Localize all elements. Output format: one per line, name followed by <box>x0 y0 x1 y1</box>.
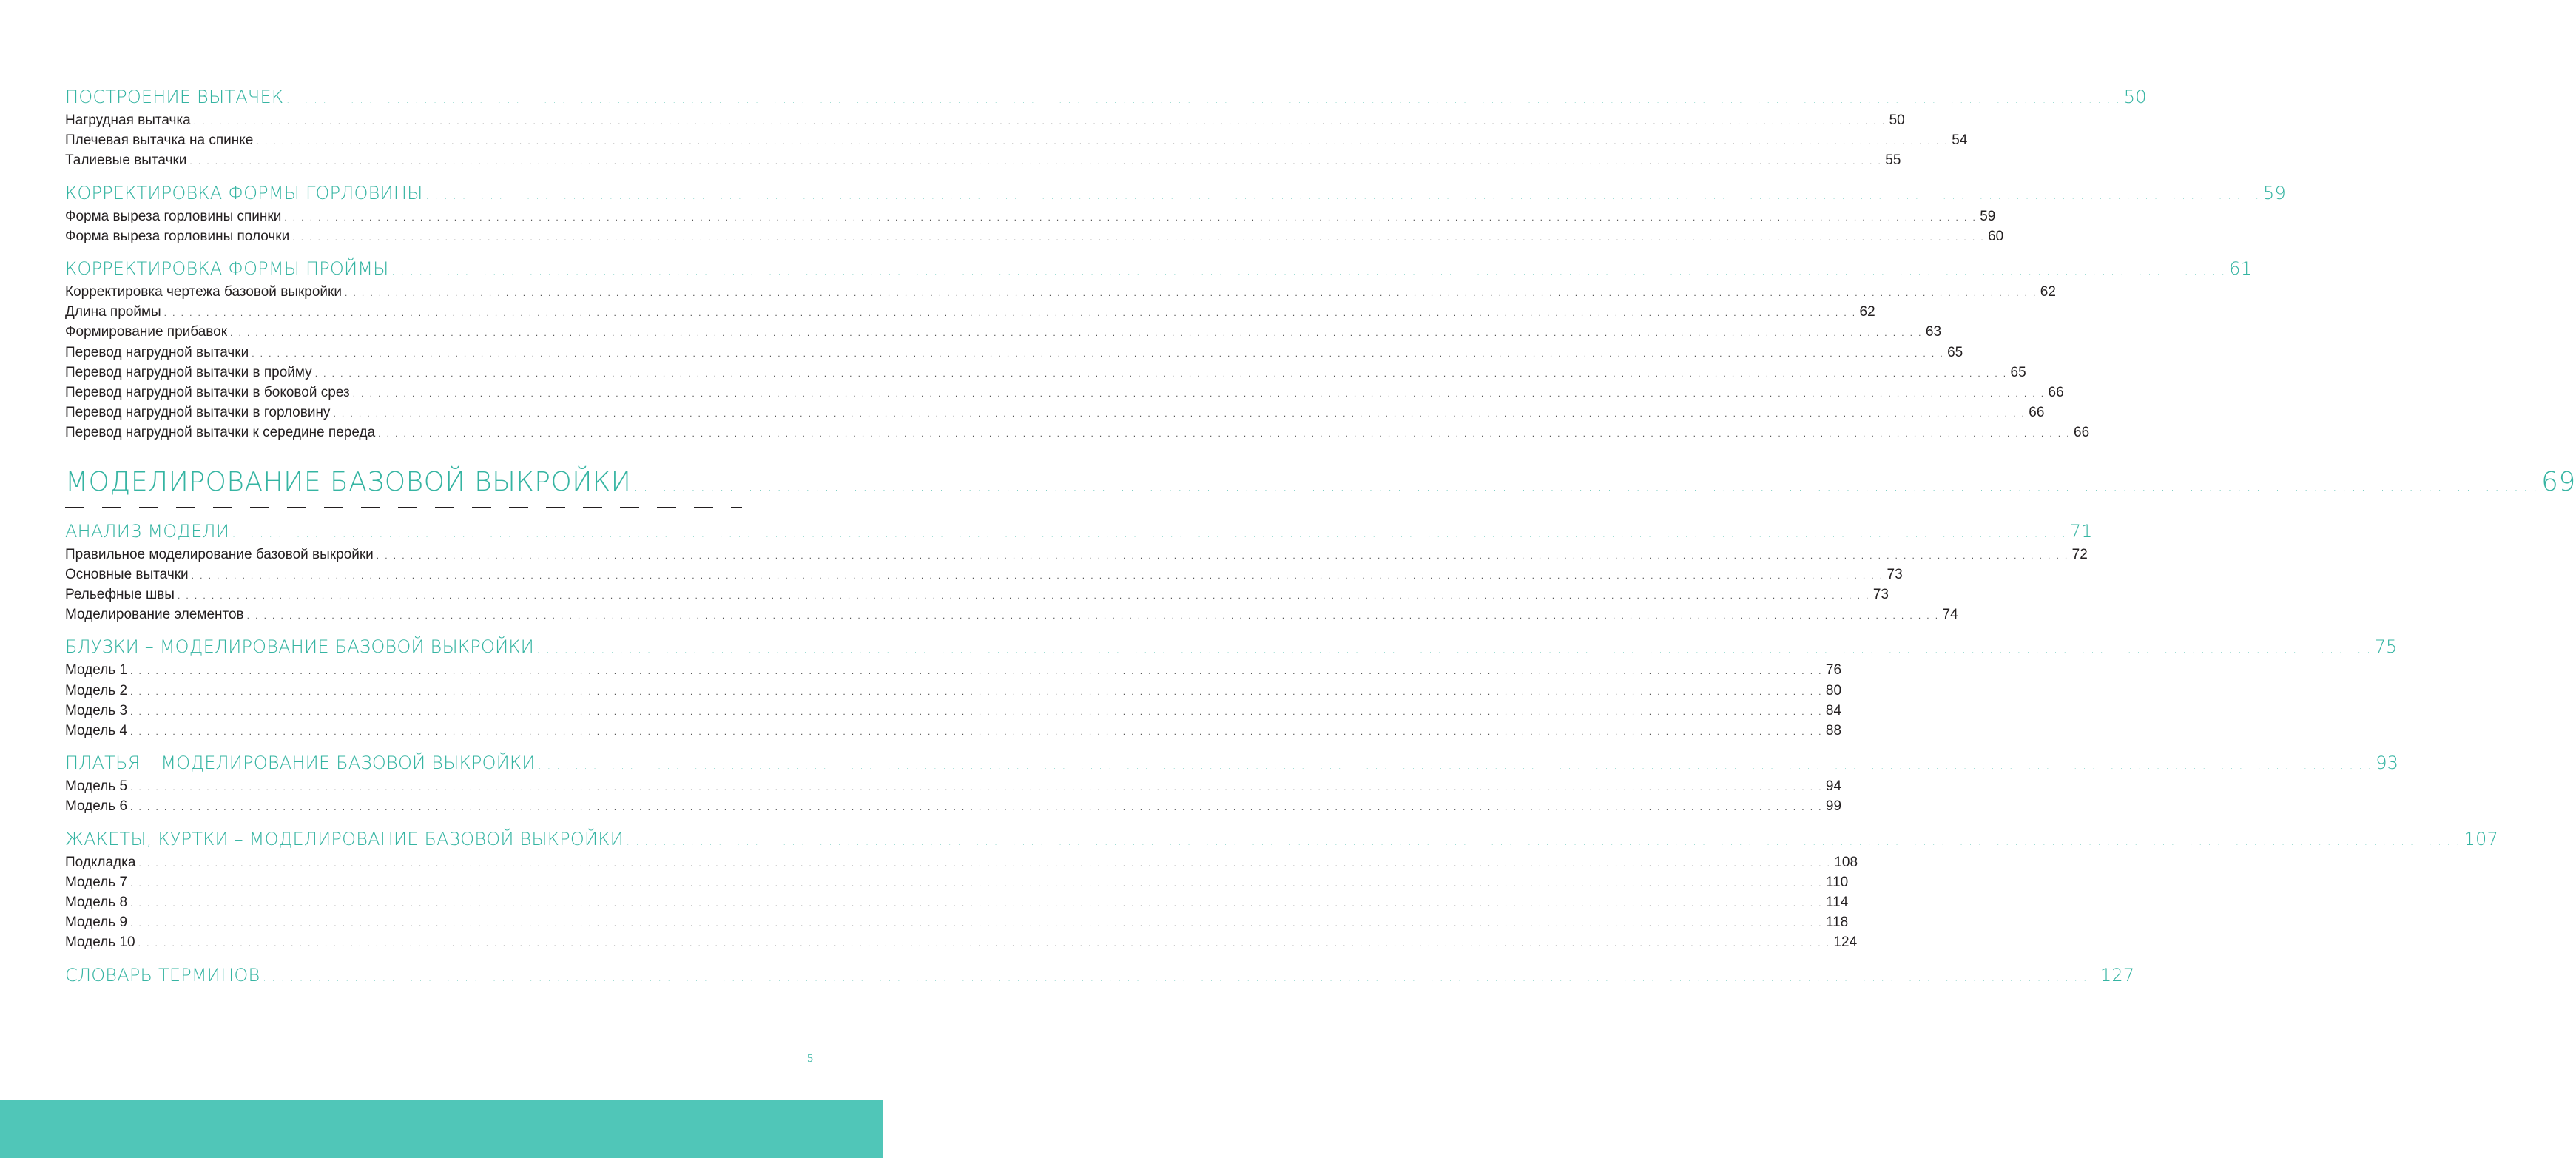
toc-section[interactable] <box>65 964 2135 989</box>
toc-entry-title: Модель 7 <box>65 874 128 890</box>
toc-entry[interactable] <box>65 207 1996 227</box>
toc-entry-page: 84 <box>1825 702 1842 718</box>
toc-entry-page: 88 <box>1825 723 1842 739</box>
toc-entry-title: Подкладка <box>65 854 136 870</box>
dot-leader: . . . . . . . . . . . . . . . . . . . . . . . . . . . . . . . . . . . . . . . . . . . . . . . . . . . . . . . . . . . . . . . . . . . . . . . . . . . . . . . . . . . . . . . . . . . . . . . . . . . . . . . . . . . . . . . . . . . . . . . . . . . . . . . . . . . . . . . . . . . . . . . . . . . . . . . . . . . . . . . . . . . . . . . . . . . . . . . . . . . . . . . . . . . . . . . . . . . . . . . . <box>391 266 2227 277</box>
toc-entry-page: 93 <box>2376 753 2399 774</box>
dot-leader: . . . . . . . . . . . . . . . . . . . . . . . . . . . . . . . . . . . . . . . . . . . . . . . . . . . . . . . . . . . . . . . . . . . . . . . . . . . . . . . . . . . . . . . . . . . . . . . . . . . . . . . . . . . . . . . . . . . . . . . . . . . . . . . . . . . . . . . . . . . . . . . . . . . . . . . . . . . . . . . . . . . . . . . . . . . . . . . . . . . . . . . . . . . . . . . . . . . . . . . . <box>130 898 1823 909</box>
toc-entry-page: 61 <box>2229 258 2253 280</box>
dot-leader: . . . . . . . . . . . . . . . . . . . . . . . . . . . . . . . . . . . . . . . . . . . . . . . . . . . . . . . . . . . . . . . . . . . . . . . . . . . . . . . . . . . . . . . . . . . . . . . . . . . . . . . . . . . . . . . . . . . . . . . . . . . . . . . . . . . . . . . . . . . . . . . . . . . . . . . . . . . . . . . . . . . . . . . . . . . . . . . . . . . . . . . . . . . . . . . . . . . . . . . . <box>130 706 1823 717</box>
toc-section[interactable] <box>65 257 2253 283</box>
dot-leader: . . . . . . . . . . . . . . . . . . . . . . . . . . . . . . . . . . . . . . . . . . . . . . . . . . . . . . . . . . . . . . . . . . . . . . . . . . . . . . . . . . . . . . . . . . . . . . . . . . . . . . . . . . . . . . . . . . . . . . . . . . . . . . . . . . . . . . . . . . . . . . . . . . . . . . . . . . . . . . . . . . . . . . . . . . . . . . . . . . . . . . . . . . . . . . . . . . . . . . . . <box>232 528 2067 539</box>
toc-entry-title: Модель 5 <box>65 778 128 795</box>
toc-entry-page: 54 <box>1952 132 1968 149</box>
toc-entry-page: 65 <box>2010 364 2026 380</box>
dot-leader: . . . . . . . . . . . . . . . . . . . . . . . . . . . . . . . . . . . . . . . . . . . . . . . . . . . . . . . . . . . . . . . . . . . . . . . . . . . . . . . . . . . . . . . . . . . . . . . . . . . . . . . . . . . . . . . . . . . . . . . . . . . . . . . . . . . . . . . . . . . . . . . . . . . . . . . . . . . . . . . . . . . . . . . . . . . . . . . . . . . . . . . . . . . . . . . . . . . . . . . . <box>292 232 1986 243</box>
toc-entry-title: Форма выреза горловины полочки <box>65 228 290 244</box>
toc-section[interactable] <box>65 520 2093 545</box>
toc-entry[interactable] <box>65 873 1849 893</box>
toc-entry[interactable] <box>65 363 2026 383</box>
toc-section[interactable] <box>65 182 2286 207</box>
toc-entry-title: Рельефные швы <box>65 587 175 603</box>
toc-entry-title: МОДЕЛИРОВАНИЕ БАЗОВОЙ ВЫКРОЙКИ <box>65 466 632 497</box>
toc-entry[interactable] <box>65 797 1842 817</box>
toc-entry-page: 110 <box>1825 874 1849 890</box>
toc-entry-page: 55 <box>1885 152 1901 169</box>
dot-leader: . . . . . . . . . . . . . . . . . . . . . . . . . . . . . . . . . . . . . . . . . . . . . . . . . . . . . . . . . . . . . . . . . . . . . . . . . . . . . . . . . . . . . . . . . . . . . . . . . . . . . . . . . . . . . . . . . . . . . . . . . . . . . . . . . . . . . . . . . . . . . . . . . . . . . . . . . . . . . . . . . . . . . . . . . . . . . . . . . . . . . . . . . . . . . . . . . . . . . . . . <box>246 610 1940 622</box>
dot-leader: . . . . . . . . . . . . . . . . . . . . . . . . . . . . . . . . . . . . . . . . . . . . . . . . . . . . . . . . . . . . . . . . . . . . . . . . . . . . . . . . . . . . . . . . . . . . . . . . . . . . . . . . . . . . . . . . . . . . . . . . . . . . . . . . . . . . . . . . . . . . . . . . . . . . . . . . . . . . . . . . . . . . . . . . . . . . . . . . . . . . . . . . . . . . . . . . . . . . . . . . <box>130 666 1823 677</box>
toc-entry-page: 74 <box>1942 607 1958 623</box>
toc-entry-title: Перевод нагрудной вытачки в пройму <box>65 364 312 380</box>
dot-leader: . . . . . . . . . . . . . . . . . . . . . . . . . . . . . . . . . . . . . . . . . . . . . . . . . . . . . . . . . . . . . . . . . . . . . . . . . . . . . . . . . . . . . . . . . . . . . . . . . . . . . . . . . . . . . . . . . . . . . . . . . . . . . . . . . . . . . . . . . . . . . . . . . . . . . . . . . . . . . . . . . . . . . . . . . . . . . . . . . . . . . . . . . . . . . . . . . . . . . . . . <box>130 802 1823 813</box>
toc-chapter[interactable] <box>65 466 2576 504</box>
toc-section[interactable] <box>65 86 2147 111</box>
toc-entry-page: 50 <box>1889 112 1905 128</box>
dot-leader: . . . . . . . . . . . . . . . . . . . . . . . . . . . . . . . . . . . . . . . . . . . . . . . . . . . . . . . . . . . . . . . . . . . . . . . . . . . . . . . . . . . . . . . . . . . . . . . . . . . . . . . . . . . . . . . . . . . . . . . . . . . . . . . . . . . . . . . . . . . . . . . . . . . . . . . . . . . . . . . . . . . . . . . . . . . . . . . . . . . . . . . . . . . . . . . . . . . . . . . . <box>138 938 1831 949</box>
toc-entry-title: Модель 3 <box>65 702 128 718</box>
toc-entry[interactable] <box>65 151 1901 171</box>
footer-band <box>0 1100 883 1158</box>
dot-leader: . . . . . . . . . . . . . . . . . . . . . . . . . . . . . . . . . . . . . . . . . . . . . . . . . . . . . . . . . . . . . . . . . . . . . . . . . . . . . . . . . . . . . . . . . . . . . . . . . . . . . . . . . . . . . . . . . . . . . . . . . . . . . . . . . . . . . . . . . . . . . . . . . . . . . . . . . . . . . . . . . . . . . . . . . . . . . . . . . . . . . . . . . . . . . . . . . . . . . . . . <box>138 858 1832 869</box>
toc-entry[interactable] <box>65 343 1963 363</box>
toc-entry-page: 124 <box>1833 935 1858 951</box>
dot-leader: . . . . . . . . . . . . . . . . . . . . . . . . . . . . . . . . . . . . . . . . . . . . . . . . . . . . . . . . . . . . . . . . . . . . . . . . . . . . . . . . . . . . . . . . . . . . . . . . . . . . . . . . . . . . . . . . . . . . . . . . . . . . . . . . . . . . . . . . . . . . . . . . . . . . . . . . . . . . . . . . . . . . . . . . . . . . . . . . . . . . . . . . . . . . . . . . . . . . . . . . <box>163 308 1857 319</box>
toc-entry-page: 127 <box>2100 964 2135 986</box>
toc-entry[interactable] <box>65 383 2064 403</box>
toc-section[interactable] <box>65 828 2498 853</box>
dot-leader: . . . . . . . . . . . . . . . . . . . . . . . . . . . . . . . . . . . . . . . . . . . . . . . . . . . . . . . . . . . . . . . . . . . . . . . . . . . . . . . . . . . . . . . . . . . . . . . . . . . . . . . . . . . . . . . . . . . . . . . . . . . . . . . . . . . . . . . . . . . . . . . . . . . . . . . . . . . . . . . . . . . . . . . . . . . . . . . . . . . . . . . . . . . . . . . . . . . . . . . . <box>177 590 1870 602</box>
toc-entry-title: Модель 9 <box>65 915 128 931</box>
dot-leader: . . . . . . . . . . . . . . . . . . . . . . . . . . . . . . . . . . . . . . . . . . . . . . . . . . . . . . . . . . . . . . . . . . . . . . . . . . . . . . . . . . . . . . . . . . . . . . . . . . . . . . . . . . . . . . . . . . . . . . . . . . . . . . . . . . . . . . . . . . . . . . . . . . . . . . . . . . . . . . . . . . . . . . . . . . . . . . . . . . . . . . . . . . . . . . . . . . . . . . . . <box>626 836 2461 847</box>
toc-entry-page: 71 <box>2069 520 2093 542</box>
toc-entry[interactable] <box>65 111 1905 131</box>
toc-entry-page: 66 <box>2048 385 2064 401</box>
toc-entry-page: 59 <box>1980 208 1996 224</box>
toc-entry-title: Формирование прибавок <box>65 324 228 340</box>
dot-leader: . . . . . . . . . . . . . . . . . . . . . . . . . . . . . . . . . . . . . . . . . . . . . . . . . . . . . . . . . . . . . . . . . . . . . . . . . . . . . . . . . . . . . . . . . . . . . . . . . . . . . . . . . . . . . . . . . . . . . . . . . . . . . . . . . . . . . . . . . . . . . . . . . . . . . . . . . . . . . . . . . . . . . . . . . . . . . . . . . . . . . . . . . . . . . . . . . . . . . . . . <box>376 550 2069 561</box>
toc-entry-page: 66 <box>2074 425 2090 441</box>
dot-leader: . . . . . . . . . . . . . . . . . . . . . . . . . . . . . . . . . . . . . . . . . . . . . . . . . . . . . . . . . . . . . . . . . . . . . . . . . . . . . . . . . . . . . . . . . . . . . . . . . . . . . . . . . . . . . . . . . . . . . . . . . . . . . . . . . . . . . . . . . . . . . . . . . . . . . . . . . . . . . . . . . . . . . . . . . . . . . . . . . . . . . . . . . . . . . . . . . . . . . . . . <box>333 408 2026 420</box>
toc-entry-page: 73 <box>1872 587 1889 603</box>
toc-entry-title: Форма выреза горловины спинки <box>65 208 282 224</box>
dot-leader: . . . . . . . . . . . . . . . . . . . . . . . . . . . . . . . . . . . . . . . . . . . . . . . . . . . . . . . . . . . . . . . . . . . . . . . . . . . . . . . . . . . . . . . . . . . . . . . . . . . . . . . . . . . . . . . . . . . . . . . . . . . . . . . . . . . . . . . . . . . . . . . . . . . . . . . . . . . . . . . . . . . . . . . . . . . . . . . . . . . . . . . . . . . . . . . . . . . . . . . . <box>378 428 2071 440</box>
toc-entry-title: СЛОВАРЬ ТЕРМИНОВ <box>65 964 260 986</box>
toc-entry-title: ПОСТРОЕНИЕ ВЫТАЧЕК <box>65 87 284 107</box>
toc-entry[interactable] <box>65 893 1849 913</box>
dot-leader: . . . . . . . . . . . . . . . . . . . . . . . . . . . . . . . . . . . . . . . . . . . . . . . . . . . . . . . . . . . . . . . . . . . . . . . . . . . . . . . . . . . . . . . . . . . . . . . . . . . . . . . . . . . . . . . . . . . . . . . . . . . . . . . . . . . . . . . . . . . . . . . . . . . . . . . . . . . . . . . . . . . . . . . . . . . . . . . . . . . . . . . . . . . . . . . . . . . . . . . . <box>130 727 1823 738</box>
dot-leader: . . . . . . . . . . . . . . . . . . . . . . . . . . . . . . . . . . . . . . . . . . . . . . . . . . . . . . . . . . . . . . . . . . . . . . . . . . . . . . . . . . . . . . . . . . . . . . . . . . . . . . . . . . . . . . . . . . . . . . . . . . . . . . . . . . . . . . . . . . . . . . . . . . . . . . . . . . . . . . . . . . . . . . . . . . . . . . . . . . . . . . . . . . . . . . . . . . . . . . . . <box>284 212 1977 223</box>
toc-entry[interactable] <box>65 303 1875 323</box>
dot-leader: . . . . . . . . . . . . . . . . . . . . . . . . . . . . . . . . . . . . . . . . . . . . . . . . . . . . . . . . . . . . . . . . . . . . . . . . . . . . . . . . . . . . . . . . . . . . . . . . . . . . . . . . . . . . . . . . . . . . . . . . . . . . . . . . . . . . . . . . . . . . . . . . . . . . . . . . . . . . . . . . . . . . . . . . . . . . . . . . . . . . . . . . . . . . . . . . . . . . . . . . <box>425 190 2261 201</box>
toc-entry[interactable] <box>65 283 2056 303</box>
toc-entry[interactable] <box>65 661 1842 681</box>
dot-leader: . . . . . . . . . . . . . . . . . . . . . . . . . . . . . . . . . . . . . . . . . . . . . . . . . . . . . . . . . . . . . . . . . . . . . . . . . . . . . . . . . . . . . . . . . . . . . . . . . . . . . . . . . . . . . . . . . . . . . . . . . . . . . . . . . . . . . . . . . . . . . . . . . . . . . . . . . . . . . . . . . . . . . . . . . . . . . . . . . . . . . . . . . . . . . . . . . . . . . . . . <box>189 156 1883 167</box>
dot-leader: . . . . . . . . . . . . . . . . . . . . . . . . . . . . . . . . . . . . . . . . . . . . . . . . . . . . . . . . . . . . . . . . . . . . . . . . . . . . . . . . . . . . . . . . . . . . . . . . . . . . . . . . . . . . . . . . . . . . . . . . . . . . . . . . . . . . . . . . . . . . . . . . . . . . . . . . . . . . . . . . . . . . . . . . . . . . . . . . . . . . . . . . . . . . . . . . . . . . . . . . <box>130 878 1823 889</box>
toc-entry-title: ЖАКЕТЫ, КУРТКИ – МОДЕЛИРОВАНИЕ БАЗОВОЙ ВЫКРОЙКИ <box>65 828 624 849</box>
toc-entry[interactable] <box>65 605 1958 625</box>
toc-entry-page: 60 <box>1988 228 2004 244</box>
dot-leader: . . . . . . . . . . . . . . . . . . . . . . . . . . . . . . . . . . . . . . . . . . . . . . . . . . . . . . . . . . . . . . . . . . . . . . . . . . . . . . . . . . . . . . . . . . . . . . . . . . . . . . . . . . . . . . . . . . . . . . . . . . . . . . . . . . . . . . . . . . . . . . . . . . . . . . . . . . . . . . . . . . . . . . . . . . . . . . . . . . . . . . . . . . . . . . . . . . . . . . . . <box>263 972 2097 983</box>
toc-entry-page: 114 <box>1825 895 1849 911</box>
dot-leader: . . . . . . . . . . . . . . . . . . . . . . . . . . . . . . . . . . . . . . . . . . . . . . . . . . . . . . . . . . . . . . . . . . . . . . . . . . . . . . . . . . . . . . . . . . . . . . . . . . . . . . . . . . . . . . . . . . . . . . . . . . . . . . . . . . . . . . . . . . . . . . . . . . . . . . . . . . . . . . . . . . . . . . . . . . . . . . . . . . . . . . . . . . . . . . . . . . . . . . . . <box>537 644 2372 656</box>
toc-entry-page: 73 <box>1887 566 1903 582</box>
toc-entry[interactable] <box>65 403 2045 423</box>
toc-entry[interactable] <box>65 323 1942 343</box>
toc-entry-title: Перевод нагрудной вытачки <box>65 344 249 360</box>
toc-section[interactable] <box>65 752 2399 777</box>
toc-entry[interactable] <box>65 585 1889 605</box>
toc-entry-page: 62 <box>1859 304 1875 320</box>
dot-leader: . . . . . . . . . . . . . . . . . . . . . . . . . . . . . . . . . . . . . . . . . . . . . . . . . . . . . . . . . . . . . . . . . . . . . . . . . . . . . . . . . . . . . . . . . . . . . . . . . . . . . . . . . . . . . . . . . . . . . . . . . . . . . . . . . . . . . . . . . . . . . . . . . . . . . . . . . . . . . . . . . . . . . . . . . . . . . . . . . . . . . . . . . . . . . . . . . . . . . . . . <box>314 368 2008 379</box>
dot-leader: . . . . . . . . . . . . . . . . . . . . . . . . . . . . . . . . . . . . . . . . . . . . . . . . . . . . . . . . . . . . . . . . . . . . . . . . . . . . . . . . . . . . . . . . . . . . . . . . . . . . . . . . . . . . . . . . . . . . . . . . . . . . . . . . . . . . . . . . . . . . . . . . . . . . . . . . . . . . . . . . . . . . . . . . . . . . . . . . . . . . . . . . . . . . . . . . . . . . . . . . <box>538 761 2373 772</box>
toc-entry-title: Модель 6 <box>65 798 128 815</box>
toc-entry-page: 50 <box>2123 87 2147 107</box>
dot-leader: . . . . . . . . . . . . . . . . . . . . . . . . . . . . . . . . . . . . . . . . . . . . . . . . . . . . . . . . . . . . . . . . . . . . . . . . . . . . . . . . . . . . . . . . . . . . . . . . . . . . . . . . . . . . . . . . . . . . . . . . . . . . . . . . . . . . . . . . . . . . . . . . . . . . . . . . . . . . . . . . . . . . . . . . . . . . . . . . . . . . . . . . . . . . . . . . . . . . . . . . <box>191 570 1884 581</box>
chapter-dashed-rule <box>65 505 742 510</box>
toc-entry-page: 66 <box>2029 405 2045 421</box>
toc-entry-page: 107 <box>2464 828 2498 849</box>
page-number: 5 <box>807 1052 813 1065</box>
toc-entry[interactable] <box>65 681 1842 701</box>
toc-entry-title: Перевод нагрудной вытачки в боковой срез <box>65 385 350 401</box>
dot-leader: . . . . . . . . . . . . . . . . . . . . . . . . . . . . . . . . . . . . . . . . . . . . . . . . . . . . . . . . . . . . . . . . . . . . . . . . . . . . . . . . . . . . . . . . . . . . . . . . . . . . . . . . . . . . . . . . . . . . . . . . . . . . . . . . . . . . . . . . . . . . . . . . . . . . . . . . . . . . . . . . . . . . . . . . . . . . . . . . . . . . . . . . . . . . . . . . . . . . . . . . <box>344 288 2037 299</box>
dot-leader: . . . . . . . . . . . . . . . . . . . . . . . . . . . . . . . . . . . . . . . . . . . . . . . . . . . . . . . . . . . . . . . . . . . . . . . . . . . . . . . . . . . . . . . . . . . . . . . . . . . . . . . . . . . . . . . . . . . . . . . . . . . . . . . . . . . . . . . . . . . . . . . . . . . . . . . . . . . . . . . . . . . . . . . . . . . . . . . . . . . . . . . . . . . . . . . . . . . . . . . . <box>130 918 1823 929</box>
toc-entry-title: Модель 8 <box>65 895 128 911</box>
toc-entry-page: 99 <box>1825 798 1842 815</box>
toc-entry-page: 80 <box>1825 682 1842 698</box>
toc-entry-page: 75 <box>2374 636 2398 658</box>
toc-entry[interactable] <box>65 423 2090 443</box>
toc-entry-title: Перевод нагрудной вытачки в горловину <box>65 405 331 421</box>
toc-entry-page: 69 <box>2541 466 2576 497</box>
toc-entry-title: Корректировка чертежа базовой выкройки <box>65 284 342 300</box>
toc-entry-title: ПЛАТЬЯ – МОДЕЛИРОВАНИЕ БАЗОВОЙ ВЫКРОЙКИ <box>65 753 536 774</box>
toc-entry-title: Основные вытачки <box>65 566 189 582</box>
toc-entry[interactable] <box>65 131 1968 151</box>
toc-entry-title: КОРРЕКТИРОВКА ФОРМЫ ГОРЛОВИНЫ <box>65 182 423 203</box>
toc-entry[interactable] <box>65 227 2004 247</box>
toc-entry-page: 65 <box>1947 344 1963 360</box>
dot-leader: . . . . . . . . . . . . . . . . . . . . . . . . . . . . . . . . . . . . . . . . . . . . . . . . . . . . . . . . . . . . . . . . . . . . . . . . . . . . . . . . . . . . . . . . . . . . . . . . . . . . . . . . . . . . . . . . . . . . . . . . . . . . . . . . . . . . . . . . . . . . . . . . . . . . . . . . . . . . . . . . . . . . . . . . . . . . . . . . . . . . . . . . . . . . . . . . . . . . . . . . <box>286 95 2121 105</box>
toc-entry[interactable] <box>65 777 1842 797</box>
toc-section[interactable] <box>65 636 2398 661</box>
toc-entry-title: Нагрудная вытачка <box>65 112 191 128</box>
toc-entry-title: Перевод нагрудной вытачки к середине переда <box>65 425 376 441</box>
toc-entry-title: Моделирование элементов <box>65 607 244 623</box>
toc-entry-page: 62 <box>2040 284 2056 300</box>
toc-entry-title: АНАЛИЗ МОДЕЛИ <box>65 520 230 542</box>
toc-entry-title: КОРРЕКТИРОВКА ФОРМЫ ПРОЙМЫ <box>65 258 389 280</box>
toc-entry-title: Длина проймы <box>65 304 161 320</box>
table-of-contents <box>65 81 2576 989</box>
toc-entry-title: БЛУЗКИ – МОДЕЛИРОВАНИЕ БАЗОВОЙ ВЫКРОЙКИ <box>65 636 534 658</box>
toc-entry-page: 76 <box>1825 662 1842 679</box>
dot-leader: . . . . . . . . . . . . . . . . . . . . . . . . . . . . . . . . . . . . . . . . . . . . . . . . . . . . . . . . . . . . . . . . . . . . . . . . . . . . . . . . . . . . . . . . . . . . . . . . . . . . . . . . . . . . . . . . . . . . . . . . . . . . . . . . . . . . . . . . . . . . . . . . . . . . . . . . . . . . . . . . . . . . . . . . . . . . . . . . . . . . . . . . . . . . . . . . . . . . . . . . <box>352 388 2046 400</box>
dot-leader: . . . . . . . . . . . . . . . . . . . . . . . . . . . . . . . . . . . . . . . . . . . . . . . . . . . . . . . . . . . . . . . . . . . . . . . . . . . . . . . . . . . . . . . . . . . . . . . . . . . . . . . . . . . . . . . . . . . . . . . . . . . . . . . . . . . . . . . . . . . . . . . . . . . . . . . . . . . . . . . . . . . . . . . . . . . . . . . . . . . . . . . . . . . . . . . . . . . . . . . . <box>130 782 1823 793</box>
toc-entry-title: Плечевая вытачка на спинке <box>65 132 254 149</box>
toc-entry-title: Правильное моделирование базовой выкройки <box>65 546 374 562</box>
toc-entry-title: Талиевые вытачки <box>65 152 187 169</box>
toc-entry-page: 59 <box>2263 182 2286 203</box>
toc-entry-title: Модель 1 <box>65 662 128 679</box>
dot-leader: . . . . . . . . . . . . . . . . . . . . . . . . . . . . . . . . . . . . . . . . . . . . . . . . . . . . . . . . . . . . . . . . . . . . . . . . . . . . . . . . . . . . . . . . . . . . . . . . . . . . . . . . . . . . . . . . . . . . . . . . . . . . . . . . . . . . . . . . . . . . . . . . . . . . . . . . . . . . . . . . . . . . . . . . . . . . . . . . . . . . . . . . . . . . . . . . . . . . . . . . <box>230 328 1923 339</box>
toc-entry-page: 108 <box>1834 854 1858 870</box>
toc-entry[interactable] <box>65 701 1842 721</box>
toc-entry-title: Модель 2 <box>65 682 128 698</box>
dot-leader: . . . . . . . . . . . . . . . . . . . . . . . . . . . . . . . . . . . . . . . . . . . . . . . . . . . . . . . . . . . . . . . . . . . . . . . . . . . . . . . . . . . . . . . . . . . . . . . . . . . . . . . . . . . . . . . . . . . . . . . . . . . . . . . . . . . . . . . . . . . . . . . . . . . . . . . . . . . . . . . . . . . . . . . . . . . . . . . . . . . . . . . . . . . . . . . . . . . . . . . . <box>256 136 1949 147</box>
toc-entry-title: Модель 4 <box>65 723 128 739</box>
dot-leader: . . . . . . . . . . . . . . . . . . . . . . . . . . . . . . . . . . . . . . . . . . . . . . . . . . . . . . . . . . . . . . . . . . . . . . . . . . . . . . . . . . . . . . . . . . . . . . . . . . . . . . . . . . . . . . . . . . . . . . . . . . . . . . . . . . . . . . . . . . . . . . . . . . . . . . . . . . . . . . . . . . . . . . . . . . . . . . . . . . . . . . . . . . . . . . . . . . . . . . . . <box>634 481 2538 494</box>
toc-entry[interactable] <box>65 933 1858 953</box>
toc-entry-page: 72 <box>2071 546 2088 562</box>
toc-entry[interactable] <box>65 853 1858 873</box>
dot-leader: . . . . . . . . . . . . . . . . . . . . . . . . . . . . . . . . . . . . . . . . . . . . . . . . . . . . . . . . . . . . . . . . . . . . . . . . . . . . . . . . . . . . . . . . . . . . . . . . . . . . . . . . . . . . . . . . . . . . . . . . . . . . . . . . . . . . . . . . . . . . . . . . . . . . . . . . . . . . . . . . . . . . . . . . . . . . . . . . . . . . . . . . . . . . . . . . . . . . . . . . <box>193 116 1887 127</box>
toc-entry-page: 118 <box>1825 915 1849 931</box>
toc-entry-title: Модель 10 <box>65 935 135 951</box>
toc-entry-page: 63 <box>1925 324 1942 340</box>
toc-entry[interactable] <box>65 913 1849 933</box>
toc-entry-page: 94 <box>1825 778 1842 795</box>
toc-entry[interactable] <box>65 721 1842 741</box>
dot-leader: . . . . . . . . . . . . . . . . . . . . . . . . . . . . . . . . . . . . . . . . . . . . . . . . . . . . . . . . . . . . . . . . . . . . . . . . . . . . . . . . . . . . . . . . . . . . . . . . . . . . . . . . . . . . . . . . . . . . . . . . . . . . . . . . . . . . . . . . . . . . . . . . . . . . . . . . . . . . . . . . . . . . . . . . . . . . . . . . . . . . . . . . . . . . . . . . . . . . . . . . <box>252 348 1945 359</box>
dot-leader: . . . . . . . . . . . . . . . . . . . . . . . . . . . . . . . . . . . . . . . . . . . . . . . . . . . . . . . . . . . . . . . . . . . . . . . . . . . . . . . . . . . . . . . . . . . . . . . . . . . . . . . . . . . . . . . . . . . . . . . . . . . . . . . . . . . . . . . . . . . . . . . . . . . . . . . . . . . . . . . . . . . . . . . . . . . . . . . . . . . . . . . . . . . . . . . . . . . . . . . . <box>130 686 1823 697</box>
toc-entry[interactable] <box>65 565 1903 585</box>
toc-entry[interactable] <box>65 545 2088 565</box>
